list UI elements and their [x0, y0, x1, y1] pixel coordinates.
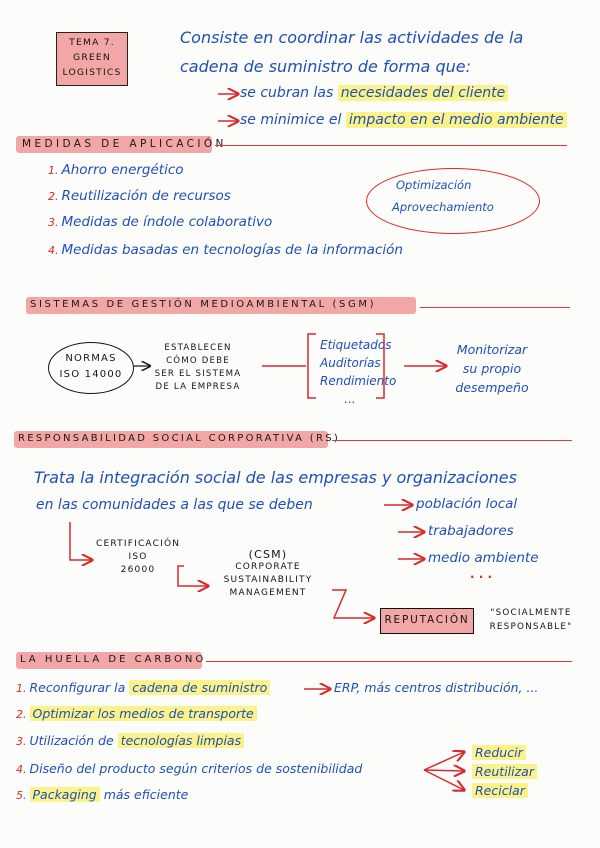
huella-arrows: [304, 689, 464, 790]
normas-line2: ISO 14000: [59, 369, 123, 380]
bracket-item-4: ...: [344, 392, 356, 406]
huella-item-3-hl: tecnologías limpias: [118, 733, 244, 748]
huella-item-1-hl: cadena de suministro: [129, 680, 270, 695]
rrr-reducir: Reducir: [472, 745, 526, 760]
csm-line1: (CSM): [248, 548, 288, 561]
cert-line3: 26000: [120, 565, 156, 575]
quote-line2: RESPONSABLE": [489, 622, 573, 632]
cert-line1: CERTIFICACIÓN: [96, 539, 181, 549]
medidas-item-1-text: Ahorro energético: [61, 162, 184, 178]
title-line2: GREEN: [73, 52, 111, 63]
huella-item-1-num: 1.: [16, 682, 27, 695]
title-line3: LOGISTICS: [62, 67, 122, 78]
intro-arrows: [218, 94, 238, 121]
rrr-reutilizar: Reutilizar: [472, 764, 537, 779]
rs-line1: Trata la integración social de las empresas y organizaciones: [34, 468, 517, 487]
csm-line4: MANAGEMENT: [229, 588, 307, 598]
monitor-line1: Monitorizar: [456, 342, 528, 357]
medidas-heading: MEDIDAS DE APLICACIÓN: [22, 138, 227, 150]
reputacion-text: REPUTACIÓN: [384, 614, 470, 626]
monitor-line2: su propio: [462, 361, 522, 376]
monitor-line3: desempeño: [455, 380, 529, 395]
bracket-item-1: Etiquetados: [320, 338, 392, 352]
intro-line1: Consiste en coordinar las actividades de la: [180, 28, 524, 47]
medidas-item-3-num: 3.: [48, 216, 59, 229]
bracket-item-2: Auditorías: [320, 356, 381, 370]
huella-item-5-num: 5.: [16, 789, 27, 802]
huella-item-3-pre: Utilización de: [29, 733, 118, 748]
rrr-reciclar: Reciclar: [472, 783, 528, 798]
oval-line1: Optimización: [396, 178, 472, 192]
sgm-arrows: [134, 334, 446, 398]
rs-target-1: población local: [416, 496, 518, 512]
rs-arrows: [70, 505, 424, 618]
establecen-line4: DE LA EMPRESA: [155, 382, 241, 392]
rs-line2: en las comunidades a las que se deben: [36, 497, 313, 513]
huella-item-5-post: más eficiente: [99, 787, 189, 802]
medidas-item-4-num: 4.: [48, 244, 59, 257]
huella-erp: ERP, más centros distribución, ...: [334, 680, 539, 695]
intro-bullet1-highlight: necesidades del cliente: [338, 85, 509, 101]
medidas-item-2-num: 2.: [48, 190, 59, 203]
rs-target-2: trabajadores: [428, 523, 514, 539]
title-line1: TEMA 7.: [69, 37, 115, 48]
cert-line2: ISO: [128, 552, 148, 562]
medidas-item-2-text: Reutilización de recursos: [61, 188, 231, 204]
intro-bullet2-text: se minimice el: [240, 112, 346, 128]
huella-item-1-pre: Reconfigurar la: [29, 680, 130, 695]
csm-line2: CORPORATE: [235, 562, 301, 572]
huella-item-2-hl: Optimizar los medios de transporte: [30, 706, 257, 721]
huella-item-4-num: 4.: [16, 763, 27, 776]
huella-heading: LA HUELLA DE CARBONO: [20, 654, 207, 665]
sgm-heading: SISTEMAS DE GESTIÓN MEDIOAMBIENTAL (SGM): [30, 299, 377, 310]
quote-line1: "SOCIALMENTE: [490, 608, 572, 618]
oval-line2: Aprovechamiento: [392, 200, 494, 214]
huella-item-4-pre: Diseño del producto según criterios de sostenibilidad: [29, 761, 363, 776]
bracket-item-3: Rendimiento: [320, 374, 397, 388]
establecen-line2: CÓMO DEBE: [166, 356, 230, 366]
medidas-item-4-text: Medidas basadas en tecnologías de la información: [61, 242, 403, 258]
rs-heading: RESPONSABILIDAD SOCIAL CORPORATIVA (RS): [18, 433, 341, 444]
intro-line2: cadena de suministro de forma que:: [180, 57, 471, 76]
establecen-line3: SER EL SISTEMA: [154, 369, 242, 379]
csm-line3: SUSTAINABILITY: [223, 575, 313, 585]
medidas-item-3-text: Medidas de índole colaborativo: [61, 214, 273, 230]
intro-bullet2-highlight: impacto en el medio ambiente: [346, 112, 567, 128]
huella-item-2-num: 2.: [16, 708, 27, 721]
medidas-item-1-num: 1.: [48, 164, 59, 177]
intro-bullet1-text: se cubran las: [240, 85, 338, 101]
establecen-line1: ESTABLECEN: [164, 343, 232, 353]
huella-item-5-hl: Packaging: [30, 787, 100, 802]
huella-item-3-num: 3.: [16, 735, 27, 748]
normas-line1: NORMAS: [65, 353, 117, 364]
rs-target-3: medio ambiente: [428, 550, 539, 566]
rs-target-4: . . .: [470, 567, 493, 581]
